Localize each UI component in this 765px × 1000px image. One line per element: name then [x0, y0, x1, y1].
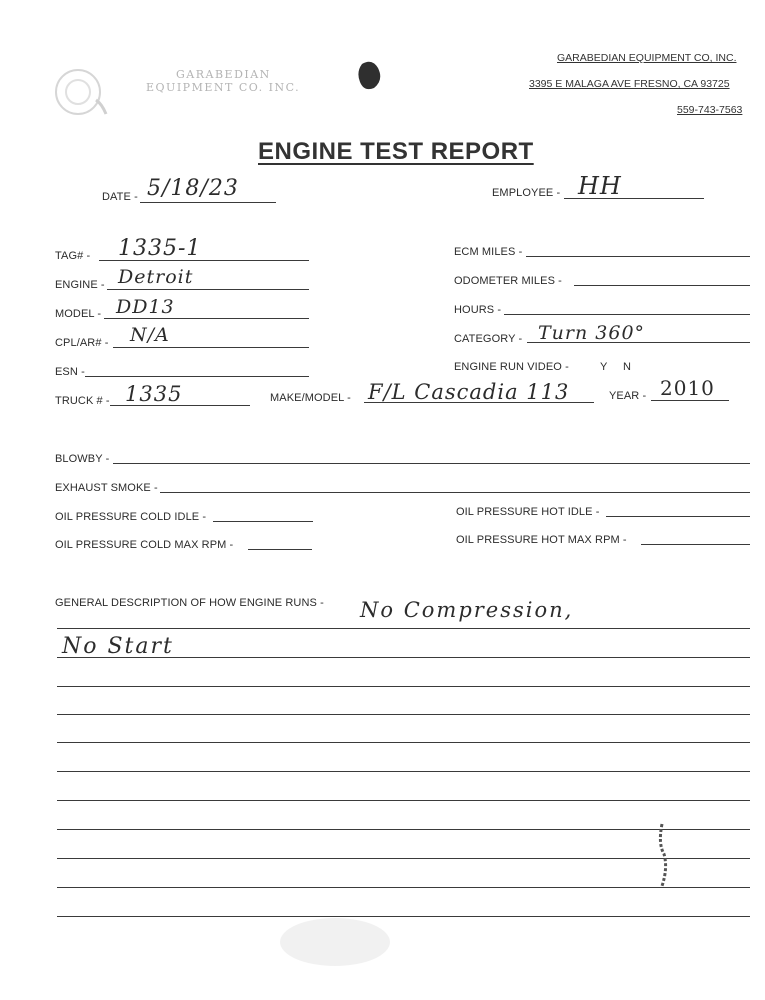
employee-label: EMPLOYEE -	[492, 187, 561, 199]
company-address: 3395 E MALAGA AVE FRESNO, CA 93725	[529, 78, 730, 90]
odometer-label: ODOMETER MILES -	[454, 275, 562, 287]
esn-label: ESN -	[55, 366, 85, 378]
ruled-line	[57, 742, 750, 743]
engine-value: Detroit	[118, 266, 194, 288]
exhaust-label: EXHAUST SMOKE -	[55, 482, 158, 494]
ink-blot-icon	[354, 58, 384, 92]
category-value: Turn 360°	[538, 322, 646, 344]
logo-line-1: GARABEDIAN	[176, 68, 271, 81]
engine-line	[107, 289, 309, 290]
blowby-label: BLOWBY -	[55, 453, 110, 465]
year-value: 2010	[660, 376, 715, 400]
oil-hot-max-line	[641, 544, 750, 545]
blowby-line	[113, 463, 750, 464]
ruled-line	[57, 657, 750, 658]
oil-cold-idle-line	[213, 521, 313, 522]
ruled-line	[57, 800, 750, 801]
video-yes-option[interactable]: Y	[600, 361, 608, 373]
ruled-line	[57, 829, 750, 830]
year-label: YEAR -	[609, 390, 647, 402]
company-phone: 559-743-7563	[677, 104, 743, 116]
logo-line-2: EQUIPMENT CO. INC.	[146, 81, 301, 94]
year-line	[651, 400, 729, 401]
odometer-line	[574, 285, 750, 286]
company-name: GARABEDIAN EQUIPMENT CO, INC.	[557, 52, 737, 64]
date-label: DATE -	[102, 191, 138, 203]
tag-label: TAG# -	[55, 250, 91, 262]
logo-emblem-icon	[48, 60, 118, 120]
model-label: MODEL -	[55, 308, 102, 320]
page-title: ENGINE TEST REPORT	[258, 138, 534, 165]
oil-cold-max-line	[248, 549, 312, 550]
oil-cold-idle-label: OIL PRESSURE COLD IDLE -	[55, 511, 207, 523]
cpl-label: CPL/AR# -	[55, 337, 109, 349]
category-label: CATEGORY -	[454, 333, 523, 345]
ruled-line	[57, 686, 750, 687]
video-no-option[interactable]: N	[623, 361, 632, 373]
description-line-1: No Compression,	[360, 598, 574, 622]
ruled-line	[57, 858, 750, 859]
tag-value: 1335-1	[118, 236, 202, 261]
ruled-line	[57, 771, 750, 772]
esn-line	[85, 376, 309, 377]
oil-hot-max-label: OIL PRESSURE HOT MAX RPM -	[456, 534, 627, 546]
make-model-label: MAKE/MODEL -	[270, 392, 351, 404]
oil-hot-idle-line	[606, 516, 750, 517]
oil-hot-idle-label: OIL PRESSURE HOT IDLE -	[456, 506, 600, 518]
model-line	[104, 318, 309, 319]
model-value: DD13	[116, 296, 175, 318]
make-model-value: F/L Cascadia 113	[368, 380, 570, 404]
cpl-value: N/A	[130, 324, 170, 346]
scan-smudge	[280, 918, 390, 966]
date-line	[140, 202, 276, 203]
ruled-line	[57, 714, 750, 715]
description-label: GENERAL DESCRIPTION OF HOW ENGINE RUNS -	[55, 597, 324, 609]
video-label: ENGINE RUN VIDEO -	[454, 361, 569, 373]
hours-line	[504, 314, 750, 315]
description-line-2: No Start	[62, 634, 174, 659]
employee-value: HH	[578, 172, 622, 200]
scan-mark-icon	[652, 820, 672, 890]
ruled-line	[57, 916, 750, 917]
ruled-line	[57, 887, 750, 888]
ecm-miles-line	[526, 256, 750, 257]
hours-label: HOURS -	[454, 304, 502, 316]
company-logo	[48, 60, 348, 120]
exhaust-line	[160, 492, 750, 493]
truck-label: TRUCK # -	[55, 395, 110, 407]
engine-label: ENGINE -	[55, 279, 105, 291]
truck-value: 1335	[125, 382, 183, 406]
oil-cold-max-label: OIL PRESSURE COLD MAX RPM -	[55, 539, 234, 551]
ecm-miles-label: ECM MILES -	[454, 246, 523, 258]
cpl-line	[113, 347, 309, 348]
ruled-line	[57, 628, 750, 629]
date-value: 5/18/23	[147, 176, 239, 201]
